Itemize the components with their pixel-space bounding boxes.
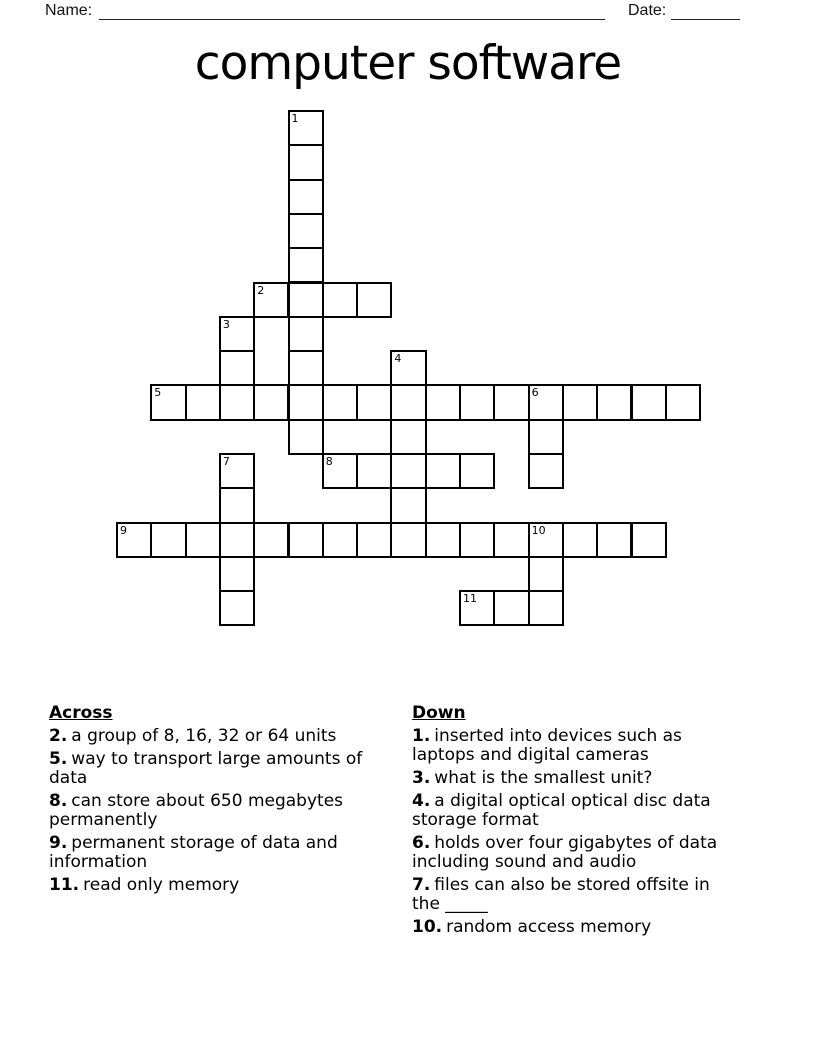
grid-cell[interactable] <box>665 384 701 420</box>
grid-cell[interactable] <box>356 384 392 420</box>
grid-cell[interactable] <box>356 453 392 489</box>
clue-across-9 <box>49 834 389 872</box>
grid-cell[interactable] <box>288 316 324 352</box>
clue-down-4 <box>412 792 737 830</box>
grid-cell[interactable] <box>390 453 426 489</box>
grid-cell[interactable] <box>562 522 598 558</box>
grid-cell[interactable] <box>219 522 255 558</box>
grid-cell[interactable] <box>356 522 392 558</box>
grid-cell-number: 2 <box>257 283 265 297</box>
grid-cell[interactable] <box>288 144 324 180</box>
clue-text: read only memory <box>83 875 240 895</box>
clue-down-1 <box>412 727 737 765</box>
grid-cell[interactable] <box>288 419 324 455</box>
grid-cell-number: 5 <box>154 386 162 400</box>
grid-cell[interactable] <box>631 384 667 420</box>
grid-cell[interactable] <box>390 384 426 420</box>
grid-cell[interactable] <box>288 282 324 318</box>
grid-cell[interactable] <box>219 384 255 420</box>
grid-cell-number: 10 <box>531 523 546 537</box>
grid-cell[interactable] <box>150 522 186 558</box>
grid-cell[interactable] <box>219 316 255 352</box>
date-label: Date: <box>628 2 667 19</box>
clue-text: a group of 8, 16, 32 or 64 units <box>71 726 337 746</box>
grid-cell[interactable] <box>528 453 564 489</box>
clue-across-5 <box>49 750 389 788</box>
grid-cell[interactable] <box>390 419 426 455</box>
clue-text: files can also be stored offsite in the _____ <box>412 875 710 914</box>
grid-cell[interactable] <box>322 453 358 489</box>
grid-cell[interactable] <box>288 247 324 283</box>
page-title: computer software <box>194 36 622 91</box>
grid-cell[interactable] <box>219 590 255 626</box>
grid-cell-number: 3 <box>222 317 230 331</box>
grid-cell[interactable] <box>459 590 495 626</box>
clue-text: what is the smallest unit? <box>434 768 653 788</box>
grid-cell[interactable] <box>596 384 632 420</box>
grid-cell[interactable] <box>253 384 289 420</box>
grid-cell[interactable] <box>528 522 564 558</box>
name-label: Name: <box>45 2 93 19</box>
grid-cell[interactable] <box>390 522 426 558</box>
across-heading: Across <box>49 703 113 723</box>
grid-cell[interactable] <box>288 522 324 558</box>
grid-cell[interactable] <box>459 453 495 489</box>
clue-down-6 <box>412 834 737 872</box>
grid-cell[interactable] <box>219 556 255 592</box>
clue-number: 7. <box>412 875 431 895</box>
grid-cell[interactable] <box>631 522 667 558</box>
clue-text: can store about 650 megabytes permanently <box>49 791 344 830</box>
clue-down-3 <box>412 769 737 788</box>
grid-cell[interactable] <box>219 453 255 489</box>
clue-text: a digital optical optical disc data storage format <box>412 791 711 830</box>
clue-text: inserted into devices such as laptops and digital cameras <box>412 726 682 765</box>
grid-cell[interactable] <box>185 384 221 420</box>
grid-cell[interactable] <box>288 213 324 249</box>
clue-down-7 <box>412 876 737 914</box>
grid-cell[interactable] <box>253 282 289 318</box>
clue-across-8 <box>49 792 389 830</box>
grid-cell[interactable] <box>390 350 426 386</box>
grid-cell[interactable] <box>356 282 392 318</box>
clue-number: 6. <box>412 833 431 853</box>
grid-cell[interactable] <box>390 487 426 523</box>
across-clues-section <box>49 703 389 899</box>
grid-cell[interactable] <box>493 522 529 558</box>
grid-cell-number: 11 <box>463 592 477 606</box>
grid-cell[interactable] <box>185 522 221 558</box>
grid-cell[interactable] <box>253 522 289 558</box>
grid-cell[interactable] <box>459 384 495 420</box>
clue-number: 11. <box>49 875 80 895</box>
grid-cell[interactable] <box>425 453 461 489</box>
grid-cell[interactable] <box>322 282 358 318</box>
grid-cell[interactable] <box>219 487 255 523</box>
grid-cell[interactable] <box>116 522 152 558</box>
clue-number: 5. <box>49 749 68 769</box>
grid-cell[interactable] <box>219 350 255 386</box>
grid-cell[interactable] <box>288 350 324 386</box>
grid-cell[interactable] <box>322 384 358 420</box>
grid-cell-number: 1 <box>291 112 299 125</box>
grid-cell[interactable] <box>493 384 529 420</box>
clue-across-11 <box>49 876 389 895</box>
down-clues-section <box>412 703 737 941</box>
grid-cell[interactable] <box>528 384 564 420</box>
clue-number: 8. <box>49 791 68 811</box>
clue-text: way to transport large amounts of data <box>49 749 363 788</box>
across-clue-list <box>49 727 389 895</box>
down-clue-list <box>412 727 737 937</box>
grid-cell[interactable] <box>425 522 461 558</box>
grid-cell[interactable] <box>493 590 529 626</box>
grid-cell[interactable] <box>150 384 186 420</box>
clue-across-2 <box>49 727 389 746</box>
grid-cell[interactable] <box>562 384 598 420</box>
grid-cell-number: 4 <box>394 352 402 366</box>
grid-cell-number: 7 <box>222 455 230 468</box>
clue-down-10 <box>412 918 737 937</box>
date-fill-line[interactable] <box>671 3 740 20</box>
clue-number: 3. <box>412 768 431 788</box>
grid-cell[interactable] <box>288 179 324 215</box>
clue-number: 9. <box>49 833 68 853</box>
clue-number: 1. <box>412 726 431 746</box>
grid-cell[interactable] <box>528 556 564 592</box>
grid-cell[interactable] <box>288 110 324 146</box>
grid-cell[interactable] <box>322 522 358 558</box>
grid-cell[interactable] <box>528 419 564 455</box>
grid-cell-number: 9 <box>120 523 127 537</box>
grid-cell[interactable] <box>288 384 324 420</box>
grid-cell[interactable] <box>596 522 632 558</box>
clue-number: 4. <box>412 791 431 811</box>
clue-text: random access memory <box>446 917 652 937</box>
grid-cell-number: 6 <box>531 386 539 400</box>
clue-number: 10. <box>412 917 443 937</box>
crossword-grid <box>116 110 702 627</box>
clue-text: permanent storage of data and information <box>49 833 338 872</box>
grid-cell[interactable] <box>528 590 564 626</box>
name-fill-line[interactable] <box>99 3 605 20</box>
grid-cell[interactable] <box>459 522 495 558</box>
grid-cell-number: 8 <box>325 455 333 468</box>
clue-number: 2. <box>49 726 68 746</box>
grid-cell[interactable] <box>425 384 461 420</box>
clue-text: holds over four gigabytes of data including sound and audio <box>412 833 718 872</box>
down-heading: Down <box>412 703 466 723</box>
